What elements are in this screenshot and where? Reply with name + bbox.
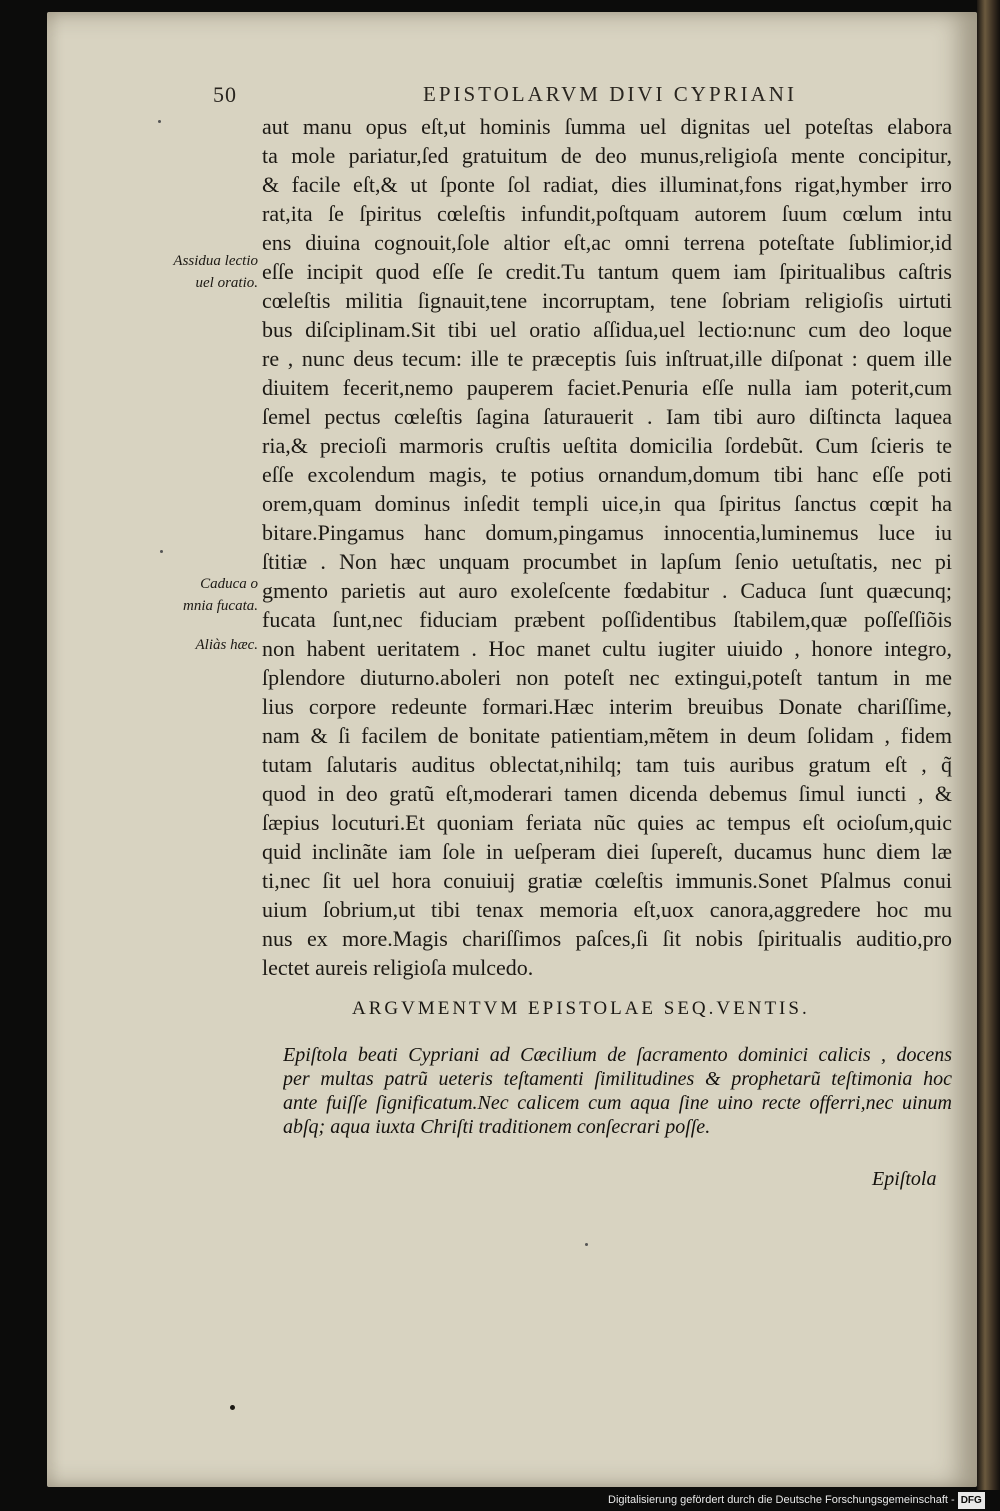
text-line: ſæpius locuturi.Et quoniam feriata nũc quies ac tempus eſt ocioſum,quic — [262, 810, 952, 835]
marginal-note-caduca: Caduca o mnia fucata. — [183, 576, 258, 614]
ink-speck — [230, 1405, 235, 1410]
text-line: & facile eſt,& ut ſponte ſol radiat, dies illuminat,fons rigat,hymber irro — [262, 172, 952, 197]
text-line: ſplendore diuturno.aboleri non poteſt nec extingui,poteſt tantum in me — [262, 665, 952, 690]
summary-line: Epiſtola beati Cypriani ad Cæcilium de ſacramento dominici calicis , docens — [283, 1044, 952, 1066]
text-line: aut manu opus eſt,ut hominis ſumma uel dignitas uel poteſtas elabora — [262, 114, 952, 139]
text-line: eſſe excolendum magis, te potius ornandum,domum tibi hanc eſſe poti — [262, 462, 952, 487]
text-line: bus diſciplinam.Sit tibi uel oratio aſſidua,uel lectio:nunc cum deo loque — [262, 317, 952, 342]
text-line: quod in deo gratũ eſt,moderari tamen dicenda debemus ſimul iuncti , & — [262, 781, 952, 806]
text-line: diuitem fecerit,nemo pauperem faciet.Penuria eſſe nulla iam poterit,cum — [262, 375, 952, 400]
text-line: rat,ita ſe ſpiritus cœleſtis infundit,poſtquam autorem ſuum cœlum intu — [262, 201, 952, 226]
text-line: ti,nec ſit uel hora conuiuij gratiæ cœleſtis immunis.Sonet Pſalmus conui — [262, 868, 952, 893]
argument-summary — [283, 1043, 952, 1139]
text-line: lectet aureis religioſa mulcedo. — [262, 955, 534, 980]
catchword: Epiſtola — [872, 1168, 937, 1190]
text-line: ta mole pariatur,ſed gratuitum de deo munus,religioſa mente concipitur, — [262, 143, 952, 168]
dfg-logo: DFG — [958, 1492, 985, 1509]
running-head — [165, 82, 965, 112]
text-line: quid inclinãte iam ſole in ueſperam diei ſupereſt, ducamus hunc diem læ — [262, 839, 952, 864]
ink-speck — [158, 120, 161, 123]
argument-heading: ARGVMENTVM EPISTOLAE SEQ.VENTIS. — [352, 998, 810, 1019]
text-line: orem,quam dominus inſedit templi uice,in qua ſpiritus ſanctus cœpit ha — [262, 491, 952, 516]
summary-line: per multas patrũ ueteris teſtamenti ſimilitudines & prophetarũ teſtimonia hoc — [283, 1068, 952, 1090]
summary-line: ante fuiſſe ſignificatum.Nec calicem cum aqua ſine uino recte offerri,nec uinum — [283, 1092, 952, 1114]
page-number: 50 — [213, 82, 237, 107]
text-line: ria,& precioſi marmoris cruſtis ueſtita domicilia ſordebũt. Cum ſcieris te — [262, 433, 952, 458]
running-head-title: EPISTOLARVM DIVI CYPRIANI — [423, 82, 797, 106]
text-line: ſtitiæ . Non hæc unquam procumbet in lapſum ſenio uetuſtatis, nec pi — [262, 549, 952, 574]
marginal-note-assidua: Assidua lectio uel oratio. — [173, 253, 258, 291]
text-line: uium ſobrium,ut tibi tenax memoria eſt,uox canora,aggredere hoc mu — [262, 897, 952, 922]
text-line: cœleſtis militia ſignauit,tene incorruptam, tene ſobriam religioſis uirtuti — [262, 288, 952, 313]
text-line: tutam ſalutaris auditus oblectat,nihilq; tam tuis auribus gratum eſt , q̃ — [262, 752, 952, 777]
book-spine — [977, 0, 1000, 1490]
digitization-footer — [608, 1492, 988, 1509]
text-line: fucata ſunt,nec fiduciam præbent poſſidentibus ſtabilem,quæ poſſeſſiõis — [262, 607, 952, 632]
text-line: lius corpore redeunte formari.Hæc interim breuibus Donate chariſſime, — [262, 694, 952, 719]
text-line: non habent ueritatem . Hoc manet cultu iugiter uiuido , honore integro, — [262, 636, 952, 661]
text-line: eſſe incipit quod eſſe ſe credit.Tu tantum quem iam ſpiritualibus caſtris — [262, 259, 952, 284]
footer-text: Digitalisierung gefördert durch die Deutsche Forschungsgemeinschaft - — [608, 1494, 955, 1506]
ink-speck — [585, 1243, 588, 1246]
text-line: nus ex more.Magis chariſſimos paſces,ſi ſit nobis ſpiritualis auditio,pro — [262, 926, 952, 951]
summary-line: abſq; aqua iuxta Chriſti traditionem conſecrari poſſe. — [283, 1116, 711, 1138]
text-line: re , nunc deus tecum: ille te præceptis ſuis inſtruat,ille diſponat : quem ille — [262, 346, 952, 371]
ink-speck — [160, 550, 163, 553]
text-line: ſemel pectus cœleſtis ſagina ſaturauerit . Iam tibi auro diſtincta laquea — [262, 404, 952, 429]
text-line: ens diuina cognouit,ſole altior eſt,ac omni terrena poteſtate ſublimior,id — [262, 230, 952, 255]
main-text-block — [262, 112, 952, 982]
text-line: gmento parietis aut auro exoleſcente fœdabitur . Caduca ſunt quæcunq; — [262, 578, 952, 603]
marginal-note-alias: Aliàs hæc. — [195, 637, 258, 653]
text-line: nam & ſi facilem de bonitate patientiam,mẽtem in deum ſolidam , fidem — [262, 723, 952, 748]
text-line: bitare.Pingamus hanc domum,pingamus innocentia,luminemus luce iu — [262, 520, 952, 545]
